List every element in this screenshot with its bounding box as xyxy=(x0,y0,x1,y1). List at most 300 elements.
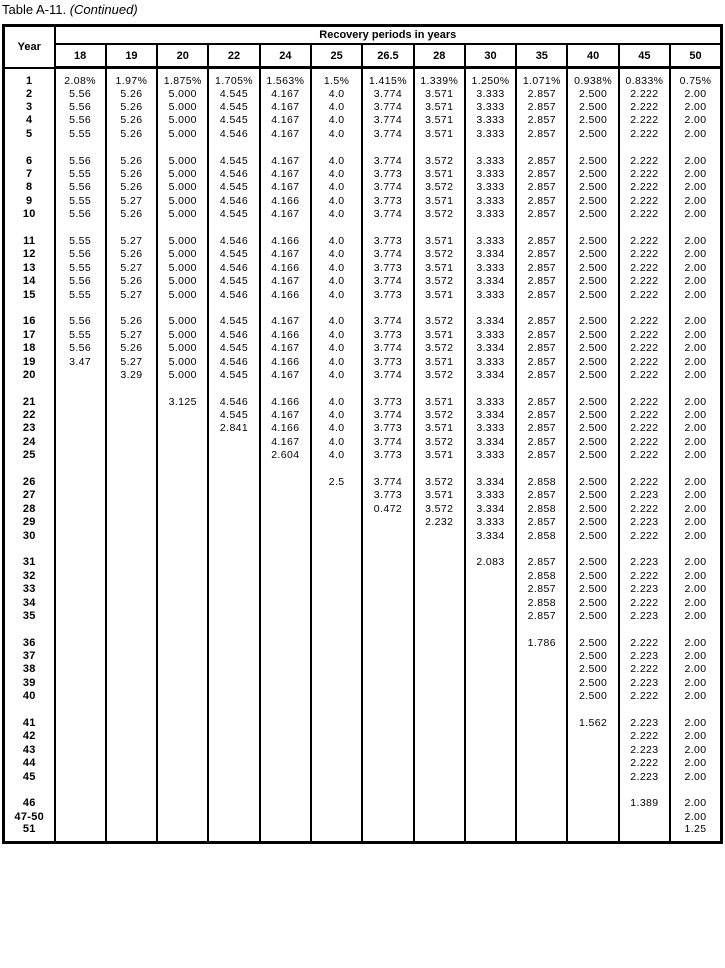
value-cell xyxy=(670,141,721,154)
value-cell: 2.223 xyxy=(619,676,670,689)
table-row xyxy=(4,449,722,462)
value-cell xyxy=(414,663,465,676)
value-cell: 2.857 xyxy=(516,556,567,569)
value-cell xyxy=(516,783,567,796)
value-cell: 2.857 xyxy=(516,274,567,287)
value-cell: 2.500 xyxy=(567,435,618,448)
title-continued: (Continued) xyxy=(69,2,138,17)
value-cell xyxy=(516,703,567,716)
value-cell: 4.167 xyxy=(260,167,311,180)
value-cell xyxy=(260,529,311,542)
value-cell xyxy=(516,810,567,823)
value-cell: 1.875% xyxy=(157,68,208,88)
page-title xyxy=(2,2,138,17)
value-cell xyxy=(362,743,413,756)
value-cell: 2.500 xyxy=(567,127,618,140)
value-cell xyxy=(208,529,259,542)
value-cell: 5.56 xyxy=(55,341,106,354)
value-cell: 2.223 xyxy=(619,743,670,756)
value-cell: 2.00 xyxy=(670,716,721,729)
value-cell xyxy=(311,743,362,756)
value-cell: 5.26 xyxy=(106,208,157,221)
value-cell: 2.00 xyxy=(670,315,721,328)
value-cell xyxy=(55,757,106,770)
value-cell xyxy=(619,623,670,636)
value-cell: 2.00 xyxy=(670,596,721,609)
value-cell: 3.334 xyxy=(465,529,516,542)
value-cell xyxy=(208,810,259,823)
year-cell: 36 xyxy=(4,636,55,649)
value-cell: 4.167 xyxy=(260,87,311,100)
value-cell xyxy=(414,542,465,555)
value-cell: 2.00 xyxy=(670,114,721,127)
value-cell: 3.774 xyxy=(362,114,413,127)
value-cell: 2.00 xyxy=(670,582,721,595)
value-cell: 2.00 xyxy=(670,435,721,448)
value-cell: 5.000 xyxy=(157,341,208,354)
value-cell xyxy=(362,783,413,796)
value-cell xyxy=(55,649,106,662)
value-cell xyxy=(311,582,362,595)
value-cell: 2.222 xyxy=(619,596,670,609)
value-cell: 2.222 xyxy=(619,636,670,649)
value-cell: 3.333 xyxy=(465,167,516,180)
table-row xyxy=(4,743,722,756)
value-cell xyxy=(465,569,516,582)
value-cell xyxy=(362,636,413,649)
year-cell: 43 xyxy=(4,743,55,756)
value-cell xyxy=(567,623,618,636)
value-cell xyxy=(619,542,670,555)
value-cell xyxy=(465,542,516,555)
value-cell xyxy=(55,623,106,636)
value-cell: 2.00 xyxy=(670,368,721,381)
value-cell: 2.500 xyxy=(567,328,618,341)
value-cell: 3.572 xyxy=(414,274,465,287)
value-cell xyxy=(414,623,465,636)
value-cell: 3.571 xyxy=(414,87,465,100)
value-cell: 2.222 xyxy=(619,100,670,113)
spacer-row xyxy=(4,221,722,234)
year-cell: 18 xyxy=(4,341,55,354)
value-cell: 4.0 xyxy=(311,274,362,287)
value-cell: 5.55 xyxy=(55,127,106,140)
year-cell: 39 xyxy=(4,676,55,689)
value-cell xyxy=(414,783,465,796)
value-cell: 4.167 xyxy=(260,248,311,261)
table-row xyxy=(4,596,722,609)
value-cell xyxy=(157,810,208,823)
value-cell: 2.500 xyxy=(567,87,618,100)
value-cell: 2.857 xyxy=(516,582,567,595)
value-cell xyxy=(516,542,567,555)
value-cell xyxy=(619,810,670,823)
value-cell: 4.167 xyxy=(260,114,311,127)
value-cell xyxy=(106,783,157,796)
table-row xyxy=(4,529,722,542)
value-cell: 5.000 xyxy=(157,114,208,127)
value-cell xyxy=(260,676,311,689)
value-cell: 3.572 xyxy=(414,181,465,194)
value-cell xyxy=(567,703,618,716)
value-cell: 3.333 xyxy=(465,154,516,167)
value-cell xyxy=(55,690,106,703)
value-cell: 3.334 xyxy=(465,274,516,287)
value-cell: 3.774 xyxy=(362,248,413,261)
spacer-row xyxy=(4,301,722,314)
year-cell xyxy=(4,462,55,475)
year-cell: 24 xyxy=(4,435,55,448)
value-cell xyxy=(208,435,259,448)
year-cell: 28 xyxy=(4,502,55,515)
value-cell xyxy=(208,649,259,662)
table-row xyxy=(4,408,722,421)
column-header: 28 xyxy=(414,44,465,68)
table-row xyxy=(4,676,722,689)
value-cell: 4.545 xyxy=(208,208,259,221)
value-cell: 3.773 xyxy=(362,288,413,301)
value-cell xyxy=(260,556,311,569)
value-cell: 5.26 xyxy=(106,341,157,354)
year-cell: 22 xyxy=(4,408,55,421)
value-cell: 3.333 xyxy=(465,114,516,127)
value-cell: 3.333 xyxy=(465,87,516,100)
value-cell xyxy=(311,462,362,475)
value-cell: 3.572 xyxy=(414,368,465,381)
value-cell: 3.572 xyxy=(414,315,465,328)
value-cell xyxy=(516,623,567,636)
value-cell: 4.0 xyxy=(311,449,362,462)
value-cell: 5.56 xyxy=(55,114,106,127)
value-cell xyxy=(106,649,157,662)
year-cell: 12 xyxy=(4,248,55,261)
value-cell xyxy=(516,382,567,395)
value-cell xyxy=(670,301,721,314)
value-cell xyxy=(260,596,311,609)
value-cell: 2.222 xyxy=(619,395,670,408)
value-cell xyxy=(260,649,311,662)
value-cell: 4.0 xyxy=(311,422,362,435)
year-cell xyxy=(4,623,55,636)
value-cell xyxy=(157,556,208,569)
value-cell xyxy=(465,690,516,703)
value-cell xyxy=(414,462,465,475)
value-cell xyxy=(106,716,157,729)
value-cell: 4.0 xyxy=(311,261,362,274)
value-cell: 5.000 xyxy=(157,274,208,287)
value-cell: 2.857 xyxy=(516,328,567,341)
year-cell: 46 xyxy=(4,797,55,810)
value-cell: 4.167 xyxy=(260,274,311,287)
value-cell: 2.00 xyxy=(670,395,721,408)
value-cell xyxy=(414,743,465,756)
value-cell xyxy=(260,475,311,488)
value-cell: 2.858 xyxy=(516,475,567,488)
value-cell xyxy=(362,556,413,569)
value-cell: 4.545 xyxy=(208,181,259,194)
value-cell: 2.00 xyxy=(670,676,721,689)
value-cell: 1.5% xyxy=(311,68,362,88)
year-cell: 26 xyxy=(4,475,55,488)
value-cell xyxy=(157,489,208,502)
value-cell xyxy=(362,716,413,729)
value-cell: 4.167 xyxy=(260,181,311,194)
value-cell xyxy=(516,676,567,689)
value-cell: 3.773 xyxy=(362,194,413,207)
value-cell: 2.500 xyxy=(567,288,618,301)
value-cell: 3.333 xyxy=(465,194,516,207)
table-row xyxy=(4,114,722,127)
value-cell: 5.000 xyxy=(157,154,208,167)
value-cell xyxy=(362,649,413,662)
value-cell xyxy=(516,462,567,475)
value-cell xyxy=(106,703,157,716)
year-cell: 9 xyxy=(4,194,55,207)
value-cell xyxy=(55,663,106,676)
value-cell xyxy=(55,730,106,743)
value-cell xyxy=(260,609,311,622)
value-cell: 5.55 xyxy=(55,194,106,207)
value-cell: 2.500 xyxy=(567,194,618,207)
value-cell xyxy=(106,676,157,689)
value-cell xyxy=(362,141,413,154)
value-cell: 2.857 xyxy=(516,395,567,408)
value-cell: 4.545 xyxy=(208,114,259,127)
value-cell xyxy=(55,368,106,381)
value-cell: 2.00 xyxy=(670,609,721,622)
value-cell: 2.500 xyxy=(567,663,618,676)
value-cell xyxy=(311,221,362,234)
value-cell xyxy=(157,462,208,475)
value-cell: 2.222 xyxy=(619,690,670,703)
value-cell xyxy=(362,797,413,810)
recovery-periods-header: Recovery periods in years xyxy=(55,26,722,45)
value-cell: 2.858 xyxy=(516,502,567,515)
value-cell: 5.000 xyxy=(157,248,208,261)
value-cell: 5.26 xyxy=(106,87,157,100)
value-cell: 3.572 xyxy=(414,208,465,221)
value-cell: 5.55 xyxy=(55,288,106,301)
year-cell: 45 xyxy=(4,770,55,783)
value-cell: 4.546 xyxy=(208,395,259,408)
value-cell: 2.857 xyxy=(516,489,567,502)
year-cell xyxy=(4,221,55,234)
year-cell: 3 xyxy=(4,100,55,113)
value-cell xyxy=(311,810,362,823)
value-cell xyxy=(362,663,413,676)
value-cell xyxy=(106,623,157,636)
value-cell xyxy=(414,703,465,716)
value-cell: 2.00 xyxy=(670,449,721,462)
value-cell: 2.857 xyxy=(516,194,567,207)
value-cell xyxy=(311,301,362,314)
value-cell: 0.833% xyxy=(619,68,670,88)
value-cell: 0.472 xyxy=(362,502,413,515)
value-cell: 2.223 xyxy=(619,770,670,783)
value-cell xyxy=(311,690,362,703)
value-cell: 5.27 xyxy=(106,234,157,247)
value-cell: 3.774 xyxy=(362,208,413,221)
value-cell: 4.0 xyxy=(311,395,362,408)
value-cell xyxy=(157,703,208,716)
periods-header-row xyxy=(4,26,722,45)
value-cell: 4.0 xyxy=(311,328,362,341)
value-cell xyxy=(465,730,516,743)
year-cell: 19 xyxy=(4,355,55,368)
value-cell xyxy=(106,502,157,515)
value-cell xyxy=(465,623,516,636)
value-cell: 4.546 xyxy=(208,127,259,140)
value-cell: 4.166 xyxy=(260,288,311,301)
value-cell: 5.26 xyxy=(106,248,157,261)
value-cell xyxy=(208,542,259,555)
value-cell xyxy=(311,676,362,689)
value-cell: 5.27 xyxy=(106,328,157,341)
value-cell: 3.774 xyxy=(362,408,413,421)
value-cell: 3.571 xyxy=(414,395,465,408)
value-cell xyxy=(362,382,413,395)
value-cell: 2.222 xyxy=(619,328,670,341)
value-cell: 4.166 xyxy=(260,194,311,207)
value-cell xyxy=(670,382,721,395)
value-cell xyxy=(670,542,721,555)
value-cell: 2.223 xyxy=(619,556,670,569)
value-cell xyxy=(106,582,157,595)
table-row xyxy=(4,475,722,488)
value-cell xyxy=(106,422,157,435)
value-cell: 2.222 xyxy=(619,502,670,515)
value-cell: 3.333 xyxy=(465,355,516,368)
value-cell: 2.222 xyxy=(619,181,670,194)
value-cell xyxy=(619,823,670,843)
value-cell xyxy=(362,582,413,595)
value-cell xyxy=(55,810,106,823)
value-cell xyxy=(106,408,157,421)
year-cell: 47-50 xyxy=(4,810,55,823)
table-row xyxy=(4,422,722,435)
value-cell xyxy=(55,301,106,314)
year-cell: 32 xyxy=(4,569,55,582)
value-cell: 2.857 xyxy=(516,167,567,180)
value-cell: 3.774 xyxy=(362,435,413,448)
value-cell xyxy=(362,690,413,703)
value-cell xyxy=(260,516,311,529)
value-cell xyxy=(260,502,311,515)
value-cell: 1.705% xyxy=(208,68,259,88)
value-cell xyxy=(55,797,106,810)
value-cell xyxy=(311,542,362,555)
year-cell: 11 xyxy=(4,234,55,247)
value-cell xyxy=(362,301,413,314)
value-cell xyxy=(311,783,362,796)
value-cell: 4.545 xyxy=(208,408,259,421)
value-cell: 2.222 xyxy=(619,167,670,180)
value-cell xyxy=(465,462,516,475)
value-cell: 2.858 xyxy=(516,529,567,542)
value-cell xyxy=(208,569,259,582)
value-cell: 5.26 xyxy=(106,181,157,194)
value-cell xyxy=(414,770,465,783)
value-cell: 1.25 xyxy=(670,823,721,843)
value-cell: 2.500 xyxy=(567,529,618,542)
value-cell xyxy=(157,475,208,488)
table-row xyxy=(4,663,722,676)
value-cell: 4.545 xyxy=(208,100,259,113)
year-cell: 21 xyxy=(4,395,55,408)
value-cell: 2.00 xyxy=(670,489,721,502)
table-row xyxy=(4,609,722,622)
value-cell: 4.167 xyxy=(260,341,311,354)
value-cell: 4.0 xyxy=(311,234,362,247)
table-row xyxy=(4,261,722,274)
value-cell: 2.222 xyxy=(619,368,670,381)
value-cell xyxy=(157,663,208,676)
table-row xyxy=(4,636,722,649)
year-cell: 4 xyxy=(4,114,55,127)
column-header: 18 xyxy=(55,44,106,68)
value-cell xyxy=(106,569,157,582)
value-cell xyxy=(414,810,465,823)
value-cell xyxy=(465,810,516,823)
value-cell: 2.500 xyxy=(567,649,618,662)
value-cell xyxy=(55,770,106,783)
column-header: 25 xyxy=(311,44,362,68)
value-cell: 2.222 xyxy=(619,355,670,368)
value-cell xyxy=(208,757,259,770)
value-cell: 2.00 xyxy=(670,167,721,180)
value-cell: 3.572 xyxy=(414,154,465,167)
value-cell: 4.545 xyxy=(208,315,259,328)
year-cell: 1 xyxy=(4,68,55,88)
year-cell: 14 xyxy=(4,274,55,287)
value-cell xyxy=(157,716,208,729)
value-cell xyxy=(208,623,259,636)
value-cell xyxy=(619,301,670,314)
value-cell xyxy=(414,649,465,662)
value-cell: 2.00 xyxy=(670,248,721,261)
value-cell xyxy=(619,703,670,716)
value-cell xyxy=(106,663,157,676)
table-row xyxy=(4,87,722,100)
year-cell: 27 xyxy=(4,489,55,502)
value-cell xyxy=(260,770,311,783)
table-row xyxy=(4,649,722,662)
value-cell: 4.166 xyxy=(260,328,311,341)
value-cell: 4.0 xyxy=(311,288,362,301)
value-cell: 2.500 xyxy=(567,422,618,435)
value-cell xyxy=(567,542,618,555)
value-cell: 3.773 xyxy=(362,355,413,368)
value-cell xyxy=(567,221,618,234)
value-cell: 2.500 xyxy=(567,167,618,180)
value-cell: 3.333 xyxy=(465,234,516,247)
value-cell: 2.00 xyxy=(670,234,721,247)
value-cell: 4.546 xyxy=(208,261,259,274)
value-cell xyxy=(516,770,567,783)
value-cell xyxy=(208,690,259,703)
value-cell xyxy=(362,569,413,582)
value-cell: 4.546 xyxy=(208,234,259,247)
value-cell xyxy=(55,636,106,649)
table-row xyxy=(4,328,722,341)
value-cell: 3.334 xyxy=(465,248,516,261)
value-cell: 2.857 xyxy=(516,341,567,354)
value-cell xyxy=(465,716,516,729)
value-cell: 3.572 xyxy=(414,248,465,261)
value-cell xyxy=(311,489,362,502)
value-cell xyxy=(208,221,259,234)
value-cell: 3.572 xyxy=(414,408,465,421)
